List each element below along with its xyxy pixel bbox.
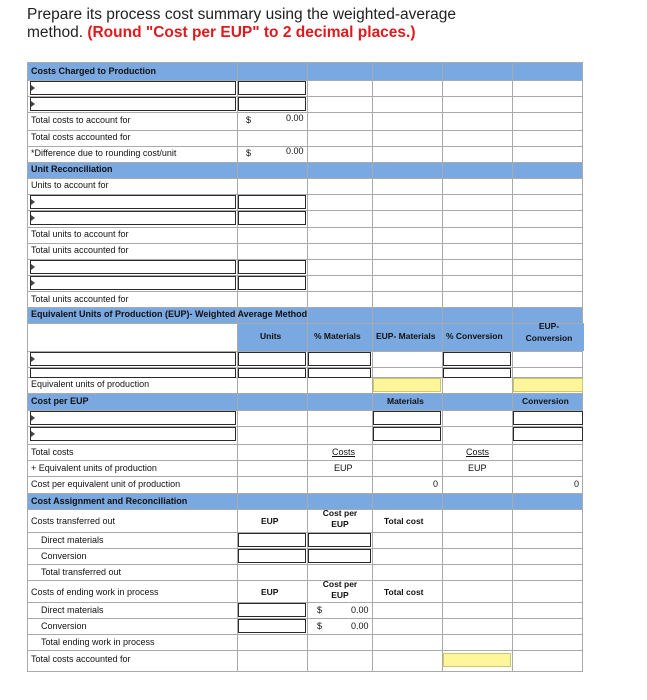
- cost-charged-amount-input-2[interactable]: [238, 97, 306, 111]
- col-eup-materials: EUP- Materials: [376, 331, 436, 341]
- eup-pct-materials-input-2[interactable]: [308, 368, 371, 378]
- conversion-cost-per-eup-value: 0: [574, 479, 580, 489]
- total-costs-accounted-label: Total costs accounted for: [31, 132, 131, 142]
- transferred-dm-eup-input[interactable]: [238, 533, 306, 547]
- transferred-conv-cost-input[interactable]: [308, 549, 371, 563]
- divide-eup-label: + Equivalent units of production: [31, 463, 157, 473]
- conversion-costs-label: Costs: [466, 447, 490, 457]
- eup-pct-materials-input-1[interactable]: [308, 352, 371, 366]
- units-to-account-label: Units to account for: [31, 180, 109, 190]
- total-costs-accounted-value: [443, 653, 511, 667]
- instructions: [27, 6, 627, 42]
- process-cost-summary-grid: [27, 62, 583, 672]
- eup-conversion-total: [513, 378, 583, 392]
- dollar-sign: $: [246, 115, 252, 125]
- total-units-to-account-label: Total units to account for: [31, 229, 129, 239]
- col-eup-conversion: EUP- Conversion: [525, 321, 573, 343]
- cost-per-eup-label-input-2[interactable]: [30, 427, 236, 441]
- wip-eup-header: EUP: [261, 587, 279, 597]
- dollar-sign: $: [317, 605, 323, 615]
- units-amount-input-2[interactable]: [238, 211, 306, 225]
- conversion-cost-input-1[interactable]: [513, 411, 583, 425]
- materials-cost-per-eup-value: 0: [433, 479, 439, 489]
- equivalent-units-label: Equivalent units of production: [31, 379, 150, 389]
- transferred-total-cost-header: Total cost: [384, 516, 424, 526]
- transferred-eup-header: EUP: [261, 516, 279, 526]
- units-accounted-label-input-2[interactable]: [30, 276, 236, 290]
- total-costs-accounted-label-2: Total costs accounted for: [31, 654, 131, 664]
- conversion-header: Conversion: [522, 396, 569, 406]
- wip-conversion-label: Conversion: [41, 621, 87, 631]
- dropdown-marker-icon: [31, 85, 35, 91]
- total-transferred-out-label: Total transferred out: [41, 567, 122, 577]
- wip-direct-materials-label: Direct materials: [41, 605, 104, 615]
- transferred-conv-eup-input[interactable]: [238, 549, 306, 563]
- total-costs-to-account-label: Total costs to account for: [31, 115, 131, 125]
- dropdown-marker-icon: [31, 215, 35, 221]
- rounding-note: (Round "Cost per EUP" to 2 decimal places.): [87, 24, 416, 41]
- transferred-conversion-label: Conversion: [41, 551, 87, 561]
- dropdown-marker-icon: [31, 101, 35, 107]
- units-label-input-1[interactable]: [30, 195, 236, 209]
- wip-conv-eup-input[interactable]: [238, 619, 306, 633]
- dropdown-marker-icon: [31, 199, 35, 205]
- conversion-eup-label: EUP: [468, 463, 487, 473]
- materials-costs-label: Costs: [332, 447, 356, 457]
- unit-reconciliation-header: Unit Reconciliation: [31, 164, 113, 174]
- total-costs-value: 0.00: [286, 113, 304, 123]
- total-costs-label: Total costs: [31, 447, 74, 457]
- cost-per-eup-header-row: [28, 393, 582, 410]
- transferred-direct-materials-label: Direct materials: [41, 535, 104, 545]
- transferred-cost-per-eup-header: Cost per EUP: [322, 508, 358, 529]
- units-accounted-amount-input-2[interactable]: [238, 276, 306, 290]
- units-accounted-label-input-1[interactable]: [30, 260, 236, 274]
- ending-wip-label: Costs of ending work in process: [31, 587, 159, 597]
- total-ending-wip-label: Total ending work in process: [41, 637, 155, 647]
- cost-charged-label-input-2[interactable]: [30, 97, 236, 111]
- eup-label-input-1[interactable]: [30, 352, 236, 366]
- col-pct-conversion: % Conversion: [446, 331, 503, 341]
- materials-eup-label: EUP: [334, 463, 353, 473]
- materials-cost-input-1[interactable]: [373, 411, 441, 425]
- materials-cost-input-2[interactable]: [373, 427, 441, 441]
- eup-pct-conversion-input-1[interactable]: [443, 352, 511, 366]
- cost-per-unit-label: Cost per equivalent unit of production: [31, 479, 181, 489]
- costs-transferred-out-label: Costs transferred out: [31, 516, 116, 526]
- rounding-difference-value: 0.00: [286, 146, 304, 156]
- wip-total-cost-header: Total cost: [384, 587, 424, 597]
- dropdown-marker-icon: [31, 280, 35, 286]
- cost-assignment-header: Cost Assignment and Reconciliation: [31, 496, 188, 506]
- cost-per-eup-header: Cost per EUP: [31, 396, 89, 406]
- dropdown-marker-icon: [31, 415, 35, 421]
- total-units-accounted-label: Total units accounted for: [31, 245, 129, 255]
- dropdown-marker-icon: [31, 264, 35, 270]
- costs-charged-header: Costs Charged to Production: [31, 66, 157, 76]
- rounding-difference-label: *Difference due to rounding cost/unit: [31, 148, 177, 158]
- cost-per-eup-label-input-1[interactable]: [30, 411, 236, 425]
- dropdown-marker-icon: [31, 431, 35, 437]
- eup-materials-total: [373, 378, 441, 392]
- eup-units-input-1[interactable]: [238, 352, 306, 366]
- col-pct-materials: % Materials: [314, 331, 361, 341]
- eup-pct-conversion-input-2[interactable]: [443, 368, 511, 378]
- eup-header: Equivalent Units of Production (EUP)- Weighted Average Method: [31, 309, 308, 319]
- total-units-accounted-label-2: Total units accounted for: [31, 294, 129, 304]
- instruction-line-1: Prepare its process cost summary using the weighted-average: [27, 6, 457, 23]
- eup-units-input-2[interactable]: [238, 368, 306, 378]
- cost-charged-amount-input-1[interactable]: [238, 81, 306, 95]
- wip-cost-per-eup-header: Cost per EUP: [322, 579, 358, 600]
- wip-dm-eup-input[interactable]: [238, 603, 306, 617]
- units-label-input-2[interactable]: [30, 211, 236, 225]
- dollar-sign: $: [246, 148, 252, 158]
- transferred-dm-cost-input[interactable]: [308, 533, 371, 547]
- cost-charged-label-input-1[interactable]: [30, 81, 236, 95]
- dropdown-marker-icon: [31, 356, 35, 362]
- instruction-line-2: method. (Round "Cost per EUP" to 2 decimal places.): [27, 24, 416, 41]
- wip-dm-value: 0.00: [351, 605, 369, 615]
- materials-header: Materials: [387, 396, 424, 406]
- dollar-sign: $: [317, 621, 323, 631]
- units-accounted-amount-input-1[interactable]: [238, 260, 306, 274]
- units-amount-input-1[interactable]: [238, 195, 306, 209]
- col-units: Units: [260, 331, 282, 341]
- wip-conv-value: 0.00: [351, 621, 369, 631]
- conversion-cost-input-2[interactable]: [513, 427, 583, 441]
